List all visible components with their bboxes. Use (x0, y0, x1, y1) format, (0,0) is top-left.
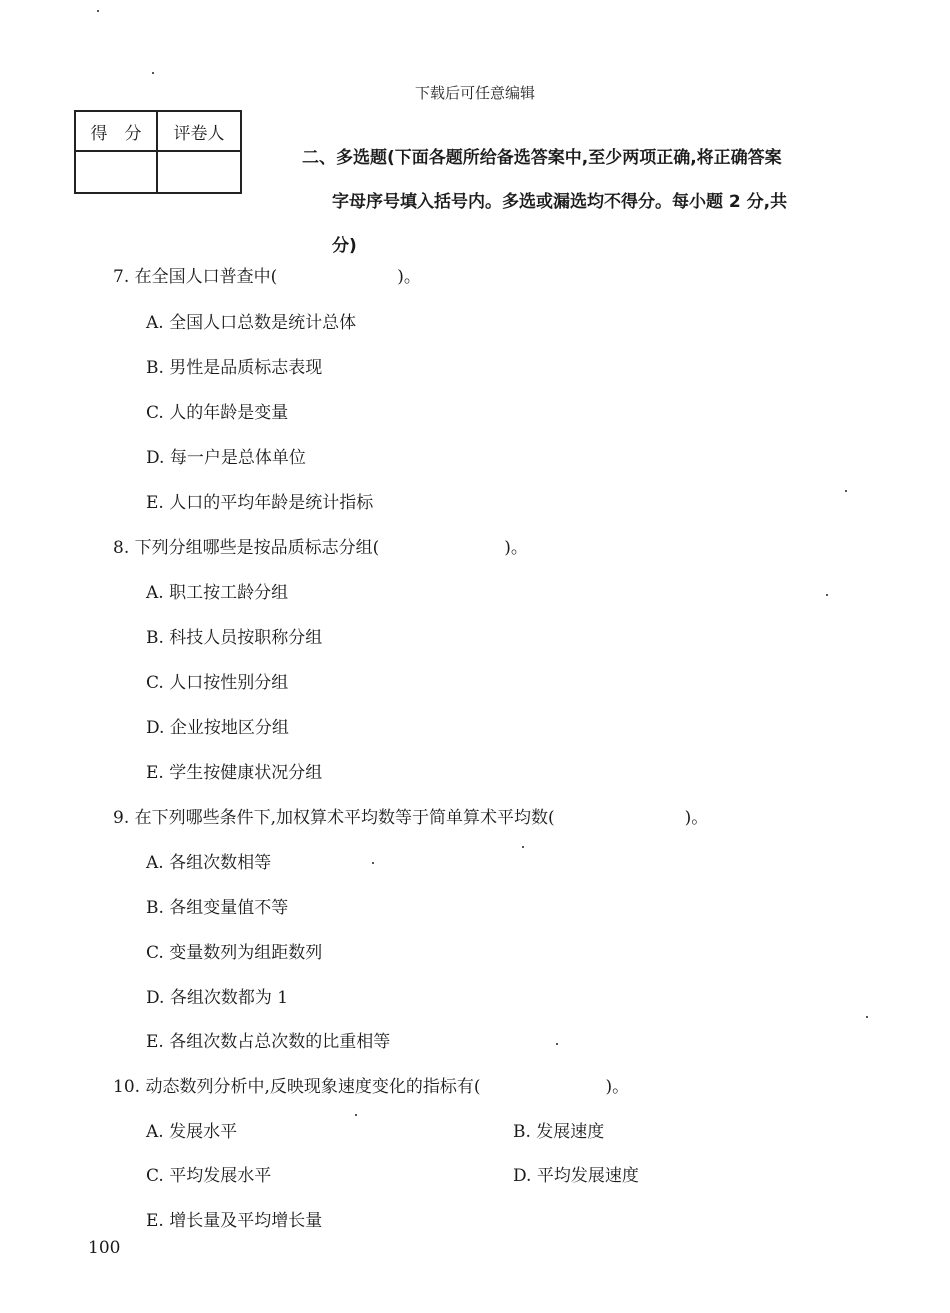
score-cell (75, 151, 157, 193)
question-stem: 10. 动态数列分析中,反映现象速度变化的指标有( (113, 1077, 481, 1097)
question-8 (113, 533, 528, 558)
scan-speck (866, 1016, 868, 1018)
option-9a: A. 各组次数相等 (146, 853, 272, 873)
option-7e: E. 人口的平均年龄是统计指标 (146, 493, 374, 513)
option-9d: D. 各组次数都为 1 (146, 988, 289, 1008)
option-10c: C. 平均发展水平 (146, 1166, 272, 1186)
option-8e: E. 学生按健康状况分组 (146, 763, 323, 783)
grader-label: 评卷人 (157, 111, 241, 151)
option-9c: C. 变量数列为组距数列 (146, 943, 323, 963)
question-stem-end: )。 (684, 808, 709, 828)
grader-cell (157, 151, 241, 193)
score-box (74, 110, 242, 194)
option-8a: A. 职工按工龄分组 (146, 583, 289, 603)
scan-speck (355, 1114, 357, 1116)
option-10e: E. 增长量及平均增长量 (146, 1211, 323, 1231)
question-stem: 7. 在全国人口普查中( (113, 267, 278, 287)
question-stem-end: )。 (605, 1077, 630, 1097)
option-8c: C. 人口按性别分组 (146, 673, 289, 693)
option-10d: D. 平均发展速度 (513, 1166, 639, 1186)
scan-speck (152, 72, 154, 74)
question-7 (113, 262, 421, 287)
question-stem-end: )。 (504, 538, 528, 558)
question-stem: 9. 在下列哪些条件下,加权算术平均数等于简单算术平均数( (113, 808, 555, 828)
option-7d: D. 每一户是总体单位 (146, 448, 306, 468)
section-title (302, 136, 942, 268)
option-9b: B. 各组变量值不等 (146, 898, 289, 918)
question-10 (113, 1072, 629, 1097)
option-9e: E. 各组次数占总次数的比重相等 (146, 1032, 391, 1052)
question-stem-end: )。 (397, 267, 421, 287)
score-label: 得 分 (75, 111, 157, 151)
scan-speck (845, 490, 847, 492)
section-line-2: 字母序号填入括号内。多选或漏选均不得分。每小题 2 分,共 (332, 192, 788, 212)
option-7b: B. 男性是品质标志表现 (146, 358, 323, 378)
option-7a: A. 全国人口总数是统计总体 (146, 313, 357, 333)
section-line-3: 分) (332, 236, 357, 256)
scan-speck (97, 10, 99, 12)
option-10a: A. 发展水平 (146, 1122, 238, 1142)
header-note: 下载后可任意编辑 (414, 84, 535, 102)
option-10b: B. 发展速度 (513, 1122, 605, 1142)
question-stem: 8. 下列分组哪些是按品质标志分组( (113, 538, 380, 558)
option-8b: B. 科技人员按职称分组 (146, 628, 323, 648)
option-8d: D. 企业按地区分组 (146, 718, 289, 738)
question-9 (113, 803, 708, 828)
page-number: 100 (88, 1238, 121, 1258)
option-7c: C. 人的年龄是变量 (146, 403, 289, 423)
scan-speck (826, 594, 828, 596)
scan-speck (522, 846, 524, 848)
section-line-1: 二、多选题(下面各题所给备选答案中,至少两项正确,将正确答案 (302, 148, 782, 168)
scan-speck (556, 1043, 558, 1045)
scan-speck (372, 862, 374, 864)
